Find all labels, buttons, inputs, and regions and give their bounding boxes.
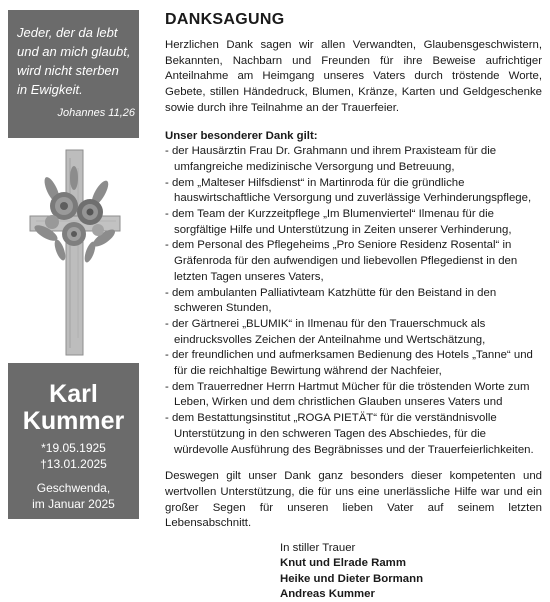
intro-paragraph: Herzlichen Dank sagen wir allen Verwandten, Glaubensgeschwistern, Bekannten, Nachbarn und Freunden für ihre Beweise aufrichtiger Anteilnahme am Heimgang unseres Vaters durch tröstende Worte, Gebete, stillen Händedruck, Blumen, Kränze, Karten und Geldgeschenke sowie durch ihre Teilnahme an der Trauerfeier.	[165, 39, 542, 114]
wooden-cross-with-flowers-icon	[8, 138, 139, 363]
thanks-list	[165, 144, 542, 458]
death-date: †13.01.2025	[40, 457, 107, 471]
list-item: - der freundlichen und aufmerksamen Bedienung des Hotels „Tanne“ und für die reichhaltige Bewirtung während der Nachfeier,	[165, 349, 533, 378]
list-item: - dem Team der Kurzzeitpflege „Im Blumenviertel“ Ilmenau für die sorgfältige Hilfe und Unterstützung in Zeiten unserer Verhinderung,	[165, 208, 512, 236]
deceased-last-name: Kummer	[22, 407, 125, 435]
deceased-first-name: Karl	[49, 380, 98, 408]
list-item: - der Hausärztin Frau Dr. Grahmann und ihrem Praxisteam für die umfangreiche medizinische Versorgung und Betreuung,	[165, 145, 497, 173]
list-item: - der Gärtnerei „BLUMIK“ in Ilmenau für den Trauerschmuck als eindrucksvolles Zeichen der Anteilnahme und Wertschätzung,	[165, 317, 486, 346]
signature-intro: In stiller Trauer	[280, 542, 356, 555]
list-item: - dem „Malteser Hilfsdienst“ in Martinroda für die gründliche hauswirtschaftliche Versorgung und zuverlässige Verhinderungspflege,	[165, 176, 532, 205]
signatory: Andreas Kummer	[280, 587, 375, 600]
signatory: Knut und Elrade Ramm	[280, 557, 406, 570]
month-year: im Januar 2025	[32, 497, 115, 511]
quote-line: in Ewigkeit.	[17, 82, 83, 97]
notice-heading: DANKSAGUNG	[165, 11, 285, 28]
quote-source: Johannes 11,26	[57, 107, 135, 119]
list-item: - dem Trauerredner Herrn Hartmut Mücher für die tröstenden Worte zum Leben, Wirken und dem christlichen Glauben unseres Vaters und	[165, 380, 530, 409]
quote-line: und an mich glaubt,	[17, 44, 131, 59]
list-item: - dem Personal des Pflegeheims „Pro Seniore Residenz Rosental“ in Gräfenroda für den aufwendigen und liebevollen Pflegedienst in den letzten Tagen unseres Vaters,	[165, 239, 518, 283]
signature-block	[280, 541, 542, 602]
special-thanks-label: Unser besonderer Dank gilt:	[165, 129, 318, 142]
cross-image	[8, 138, 139, 363]
list-item: - dem ambulanten Palliativteam Katzhütte für den Beistand in den schweren Stunden,	[165, 286, 497, 315]
bible-quote	[17, 23, 135, 119]
signatory: Heike und Dieter Bormann	[280, 572, 424, 585]
quote-line: wird nicht sterben	[17, 63, 119, 78]
birth-date: *19.05.1925	[41, 441, 106, 455]
place: Geschwenda,	[36, 481, 111, 495]
quote-line: Jeder, der da lebt	[17, 25, 118, 40]
thanks-notice	[165, 10, 542, 602]
memorial-sidebar	[8, 10, 139, 519]
closing-paragraph: Deswegen gilt unser Dank ganz besonders dieser kompetenten und wertvollen Unterstützung, die für uns eine unerlässliche Hilfe war und ein großer Segen für unseren lieben Vater auf seinem letzten Lebensabschnitt.	[165, 470, 542, 530]
list-item: - dem Bestattungsinstitut „ROGA PIETÄT“ für die verständnisvolle Unterstützung in den schweren Tagen des Abschiedes, für die würdevolle Ausführung des Begräbnisses und der Trauerfeierlichkeiten.	[165, 412, 534, 456]
